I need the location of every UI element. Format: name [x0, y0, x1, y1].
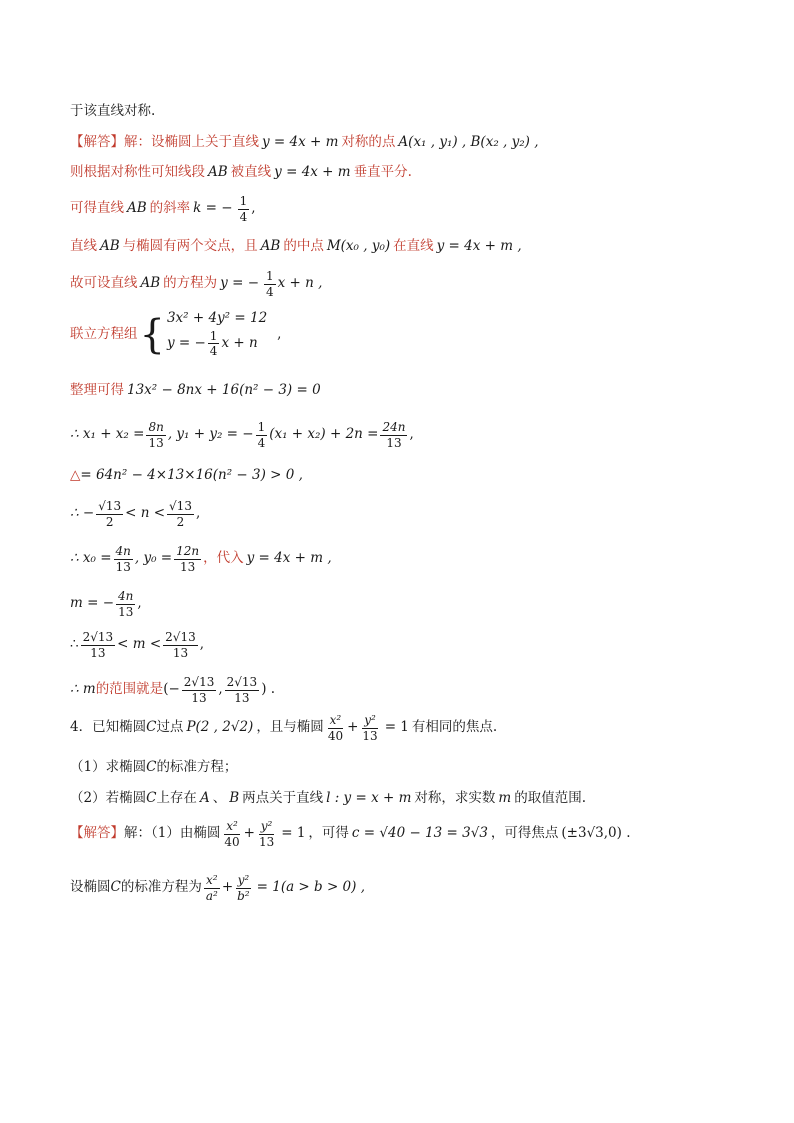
line-9	[70, 421, 414, 449]
line-8	[70, 384, 324, 398]
text: 垂直平分.	[353, 164, 412, 180]
text: 的标准方程；	[156, 759, 238, 775]
line-3	[70, 166, 412, 180]
math: 13x² − 8nx + 16(n² − 3) = 0	[127, 382, 321, 398]
text: 的取值范围.	[514, 790, 586, 806]
fraction: $\frac{2√13}{13}$	[183, 675, 215, 705]
math: , y₁ + y₂ = −	[167, 426, 254, 443]
text: 有相同的焦点.	[411, 719, 498, 736]
math: = 1(a > b > 0) ,	[256, 879, 366, 896]
math: y = 4x + m	[262, 134, 339, 150]
fraction: $\frac{2√13}{13}$	[82, 630, 114, 660]
text: （1）求椭圆	[70, 759, 147, 775]
math: ,	[218, 681, 223, 698]
math: C	[146, 719, 157, 736]
line-11	[70, 500, 200, 528]
equation-system	[167, 312, 267, 358]
math: x + n ,	[277, 275, 323, 292]
fraction: $\frac{24n}{13}$	[382, 420, 406, 450]
text: 两点关于直线	[242, 790, 324, 806]
math: C	[146, 759, 157, 775]
fraction: $\frac{\text{x²}}{\text{a²}}$	[205, 873, 218, 903]
fraction: $\frac{4n}{13}$	[118, 589, 134, 619]
math: < m <	[117, 636, 162, 653]
punct: ) .	[261, 681, 276, 698]
fraction: $\frac{1}{4}$	[266, 269, 274, 299]
math: A	[199, 790, 210, 806]
fraction: $\frac{8n}{13}$	[148, 420, 164, 450]
text: 则根据对称性可知线段	[70, 164, 205, 180]
math: AB	[127, 200, 147, 217]
math: , y₀ =	[134, 550, 173, 567]
math: B	[229, 790, 240, 806]
math: AB	[140, 275, 161, 292]
text: 对称的点	[341, 134, 396, 150]
line-10	[70, 469, 303, 483]
fraction: $\frac{1}{4}$	[257, 420, 266, 450]
equation: 3x² + 4y² = 12	[166, 310, 268, 326]
math: m	[498, 790, 512, 806]
text: 的中点	[283, 238, 324, 254]
fraction: $\frac{\text{y²}}{13}$	[362, 713, 378, 743]
punct: ,	[251, 200, 256, 217]
answer-tag: 【解答】	[70, 134, 124, 150]
line-20	[70, 874, 368, 902]
math: +	[243, 825, 255, 842]
fraction: $\frac{\text{x²}}{40}$	[327, 713, 344, 743]
triangle-icon: △	[70, 467, 81, 483]
equation: y = − $\frac{1}{4}$ x + n	[166, 328, 258, 359]
answer-tag: 【解答】	[70, 825, 124, 842]
line-19	[70, 820, 634, 848]
fraction: $\frac{\text{y²}}{13}$	[258, 819, 275, 849]
text: ，可得焦点	[490, 825, 559, 842]
math: k = −	[193, 200, 233, 217]
math: l : y = x + m	[326, 790, 412, 806]
fraction: $\frac{2√13}{13}$	[165, 630, 196, 660]
text: 与椭圆有两个交点，且	[122, 238, 258, 254]
text: 解：（1）由椭圆	[124, 825, 221, 842]
text: 、	[212, 790, 227, 806]
fraction: $\frac{1}{4}$	[239, 194, 248, 224]
fraction: $\frac{4n}{13}$	[115, 544, 131, 574]
fraction: $\frac{12n}{13}$	[176, 544, 200, 574]
fraction: $\frac{\text{y²}}{\text{b²}}$	[237, 873, 250, 903]
line-7	[70, 312, 281, 358]
math: AB	[260, 238, 281, 254]
math: = 1	[384, 719, 409, 736]
math: A(x₁ , y₁) , B(x₂ , y₂) ,	[398, 134, 539, 150]
fraction: $\frac{2√13}{13}$	[226, 675, 258, 705]
line-13	[70, 590, 142, 618]
math: ∴	[70, 636, 79, 653]
text: 设椭圆	[70, 879, 111, 896]
text: ，且与椭圆	[256, 719, 324, 736]
math: ∴ −	[70, 505, 95, 522]
text: 的方程为	[163, 275, 218, 292]
text: （2）若椭圆	[70, 790, 147, 806]
line-18	[70, 792, 586, 806]
math: ∴ m	[70, 681, 96, 698]
punct: ,	[199, 636, 205, 653]
math: +	[347, 719, 359, 736]
text: 于该直线对称.	[70, 103, 156, 119]
math: y = −	[220, 275, 260, 292]
math: C	[110, 879, 121, 896]
line-16	[70, 714, 497, 742]
line-17	[70, 761, 237, 775]
brace: {	[139, 311, 165, 358]
punct: ,	[195, 505, 201, 522]
text: 上存在	[156, 790, 197, 806]
math: (−	[163, 681, 180, 698]
text: 对称，求实数	[414, 790, 496, 806]
text: 的范围就是	[95, 681, 164, 698]
text: 解：设椭圆上关于直线	[124, 134, 259, 150]
punct: ,	[277, 326, 282, 343]
math: +	[221, 879, 234, 896]
text: 过点	[156, 719, 184, 736]
text: 联立方程组	[70, 326, 138, 343]
math: = 64n² − 4×13×16(n² − 3) > 0 ,	[80, 467, 303, 483]
text: 被直线	[230, 164, 272, 180]
math: P(2 , 2√2)	[186, 719, 254, 736]
line-12	[70, 545, 335, 573]
line-4	[70, 195, 256, 223]
text: 在直线	[393, 238, 434, 254]
math: (x₁ + x₂) + 2n =	[269, 426, 379, 443]
math: ∴ x₀ =	[70, 550, 112, 567]
line-1	[70, 105, 155, 119]
line-6	[70, 270, 322, 298]
fraction: $\frac{√13}{2}$	[98, 499, 122, 529]
text: 的标准方程为	[120, 879, 202, 896]
math: c = √40 − 13 = 3√3	[351, 825, 488, 842]
text: 的斜率	[149, 200, 191, 217]
line-2	[70, 136, 542, 150]
math: < n <	[125, 505, 166, 522]
fraction: $\frac{√13}{2}$	[169, 499, 192, 529]
math: ∴ x₁ + x₂ =	[70, 426, 145, 443]
punct: ,	[137, 595, 142, 612]
fraction: $\frac{\text{x²}}{40}$	[224, 819, 240, 849]
math: y = 4x + m ,	[436, 238, 522, 254]
math: C	[146, 790, 157, 806]
punct: ,	[409, 426, 414, 443]
math: y = 4x + m ,	[246, 550, 332, 567]
text: ，代入	[203, 550, 244, 567]
line-5	[70, 240, 525, 254]
text: 整理可得	[70, 382, 124, 398]
text: 可得直线	[70, 200, 124, 217]
math: = 1	[281, 825, 306, 842]
math: AB	[100, 238, 120, 254]
math: y = 4x + m	[274, 164, 351, 180]
line-14	[70, 631, 204, 659]
math: m = −	[70, 595, 115, 612]
text: ，可得	[308, 825, 349, 842]
math: AB	[208, 164, 228, 180]
text: 直线	[70, 238, 97, 254]
text: 故可设直线	[70, 275, 138, 292]
math: M(x₀ , y₀)	[326, 238, 391, 254]
text: 4．已知椭圆	[70, 719, 147, 736]
line-15	[70, 676, 275, 704]
math: (±3√3,0) .	[561, 825, 631, 842]
